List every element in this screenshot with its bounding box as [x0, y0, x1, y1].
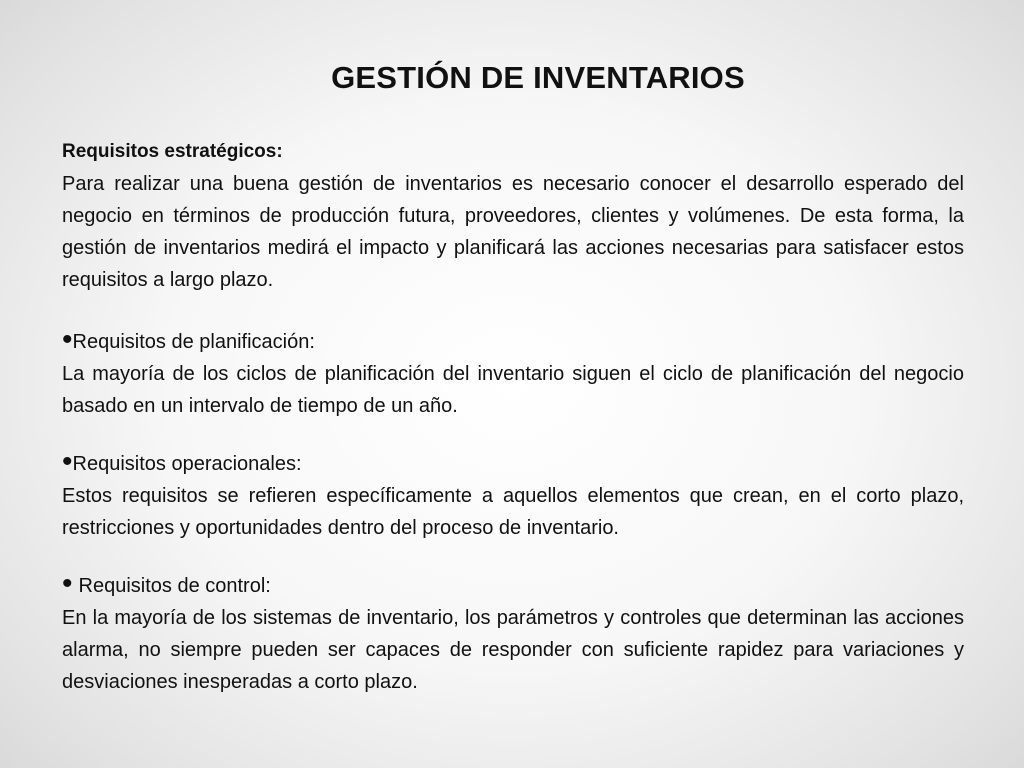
section-heading: Requisitos estratégicos: [62, 141, 283, 162]
section-body: Para realizar una buena gestión de inventarios es necesario conocer el desarrollo esperado del negocio en términos de producción futura, proveedores, clientes y volúmenes. De esta forma, la gestión de inventarios medirá el impacto y planificará las acciones necesarias para satisfacer estos requisitos a largo plazo. [62, 173, 964, 291]
section-body: En la mayoría de los sistemas de inventario, los parámetros y controles que determinan las acciones alarma, no siempre pueden ser capaces de responder con suficiente rapidez para variaciones y desviaciones inesperadas a corto plazo. [62, 607, 964, 693]
section-heading: Requisitos operacionales: [72, 453, 302, 475]
bullet-icon: • [62, 445, 73, 478]
section-planning-requirements [62, 323, 964, 422]
section-control-requirements [62, 567, 964, 698]
section-strategic-requirements [62, 136, 964, 296]
section-body: La mayoría de los ciclos de planificación del inventario siguen el ciclo de planificación del negocio basado en un intervalo de tiempo de un año. [62, 363, 964, 417]
section-heading-row [62, 323, 964, 358]
section-heading: Requisitos de control: [78, 575, 271, 597]
section-body: Estos requisitos se refieren específicamente a aquellos elementos que crean, en el corto plazo, restricciones y oportunidades dentro del proceso de inventario. [62, 485, 964, 539]
section-operational-requirements [62, 445, 964, 544]
slide-title: GESTIÓN DE INVENTARIOS [331, 60, 745, 95]
section-heading-row [62, 445, 964, 480]
section-heading-row [62, 567, 964, 602]
bullet-icon: • [62, 567, 73, 600]
slide-content [62, 136, 964, 698]
section-heading: Requisitos de planificación: [72, 331, 315, 353]
bullet-icon: • [62, 323, 73, 356]
